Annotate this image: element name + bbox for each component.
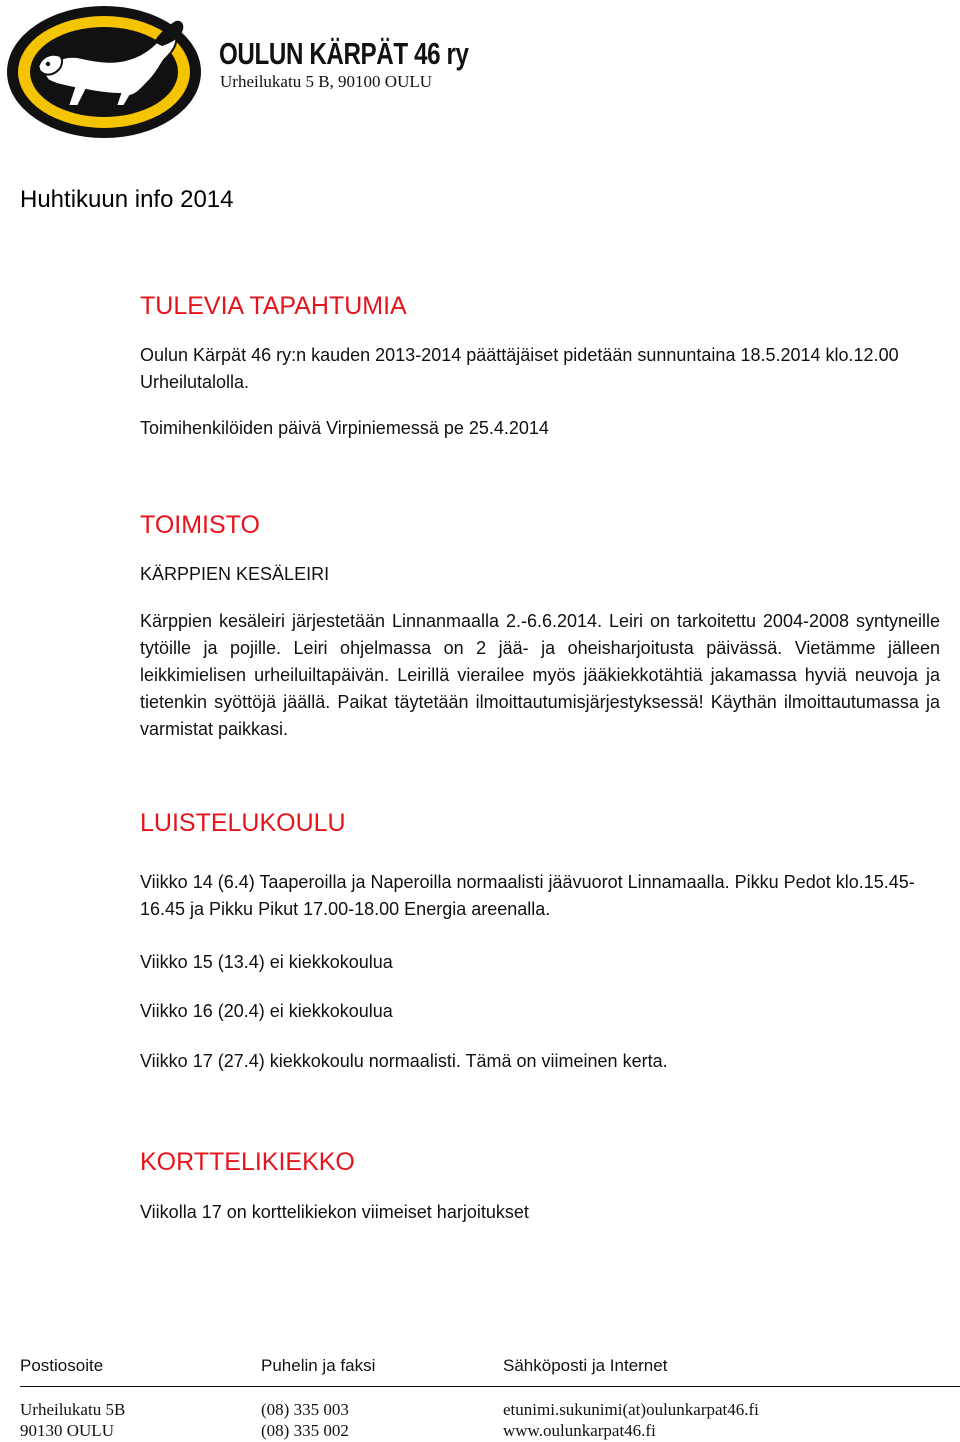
org-address: Urheilukatu 5 B, 90100 OULU: [220, 72, 433, 91]
footer-email[interactable]: etunimi.sukunimi(at)oulunkarpat46.fi: [503, 1400, 759, 1419]
section-toimisto: [140, 511, 940, 540]
footer-email-heading: Sähköposti ja Internet: [503, 1356, 668, 1375]
footer-phone-heading: Puhelin ja faksi: [261, 1356, 376, 1375]
tulevia-paragraph-2-wrap: [140, 415, 940, 442]
toimisto-subheading-wrap: [140, 564, 940, 585]
tulevia-paragraph-2: Toimihenkilöiden päivä Virpiniemessä pe 25.4.2014: [140, 418, 549, 438]
section-heading-luistelukoulu: LUISTELUKOULU: [140, 809, 346, 837]
footer-postal-heading: Postiosoite: [20, 1356, 104, 1375]
korttelikiekko-paragraph: Viikolla 17 on korttelikiekon viimeiset harjoitukset: [140, 1202, 529, 1222]
club-logo: [4, 2, 204, 142]
section-heading-korttelikiekko: KORTTELIKIEKKO: [140, 1148, 355, 1176]
footer-postal-line-2: 90130 OULU: [20, 1421, 114, 1440]
footer-postal-line-1: Urheilukatu 5B: [20, 1400, 126, 1419]
section-korttelikiekko: [140, 1148, 940, 1177]
footer-phone-number: (08) 335 003: [261, 1400, 349, 1419]
document-title: Huhtikuun info 2014: [20, 186, 234, 213]
org-name: OULUN KÄRPÄT 46 ry: [219, 36, 469, 71]
tulevia-paragraph-1-wrap: [140, 342, 930, 396]
luistelukoulu-paragraph-4-wrap: [140, 1048, 940, 1075]
footer-website[interactable]: www.oulunkarpat46.fi: [503, 1421, 656, 1440]
luistelukoulu-week-16: Viikko 16 (20.4) ei kiekkokoulua: [140, 1001, 393, 1021]
kesaleiri-paragraph: Kärppien kesäleiri järjestetään Linnanmaalla 2.-6.6.2014. Leiri on tarkoitettu 2004-2008 syntyneille tytöille ja pojille. Leiri ohjelmassa on 2 jää- ja oheisharjoitusta päivässä. Vietämme jälleen leikkimielisen urheiluiltapäivän. Leirillä vierailee myös jääkiekkotähtiä jakamassa hyviä neuvoja ja tietenkin syöttöjä jäällä. Paikat täytetään ilmoittautumisjärjestyksessä! Käythän ilmoittautumassa ja varmistat paikkasi.: [140, 611, 940, 739]
footer-divider: [20, 1386, 960, 1387]
section-luistelukoulu: [140, 809, 940, 838]
luistelukoulu-paragraph-1-wrap: [140, 869, 940, 923]
luistelukoulu-paragraph-3-wrap: [140, 998, 940, 1025]
luistelukoulu-week-17: Viikko 17 (27.4) kiekkokoulu normaalisti. Tämä on viimeinen kerta.: [140, 1051, 668, 1071]
footer-fax-number: (08) 335 002: [261, 1421, 349, 1440]
luistelukoulu-paragraph-2-wrap: [140, 949, 940, 976]
section-tulevia: [140, 292, 940, 321]
luistelukoulu-week-15: Viikko 15 (13.4) ei kiekkokoulua: [140, 952, 393, 972]
subheading-kesaleiri: KÄRPPIEN KESÄLEIRI: [140, 564, 330, 584]
section-heading-tulevia: TULEVIA TAPAHTUMIA: [140, 292, 407, 320]
luistelukoulu-week-14: Viikko 14 (6.4) Taaperoilla ja Naperoilla normaalisti jäävuorot Linnamaalla. Pikku Pedot klo.15.45-16.45 ja Pikku Pikut 17.00-18.00 Energia areenalla.: [140, 872, 915, 919]
korttelikiekko-paragraph-wrap: [140, 1199, 940, 1226]
section-heading-toimisto: TOIMISTO: [140, 511, 260, 539]
toimisto-paragraph-wrap: [140, 608, 940, 743]
tulevia-paragraph-1: Oulun Kärpät 46 ry:n kauden 2013-2014 päättäjäiset pidetään sunnuntaina 18.5.2014 klo.12.00 Urheilutalolla.: [140, 345, 899, 392]
